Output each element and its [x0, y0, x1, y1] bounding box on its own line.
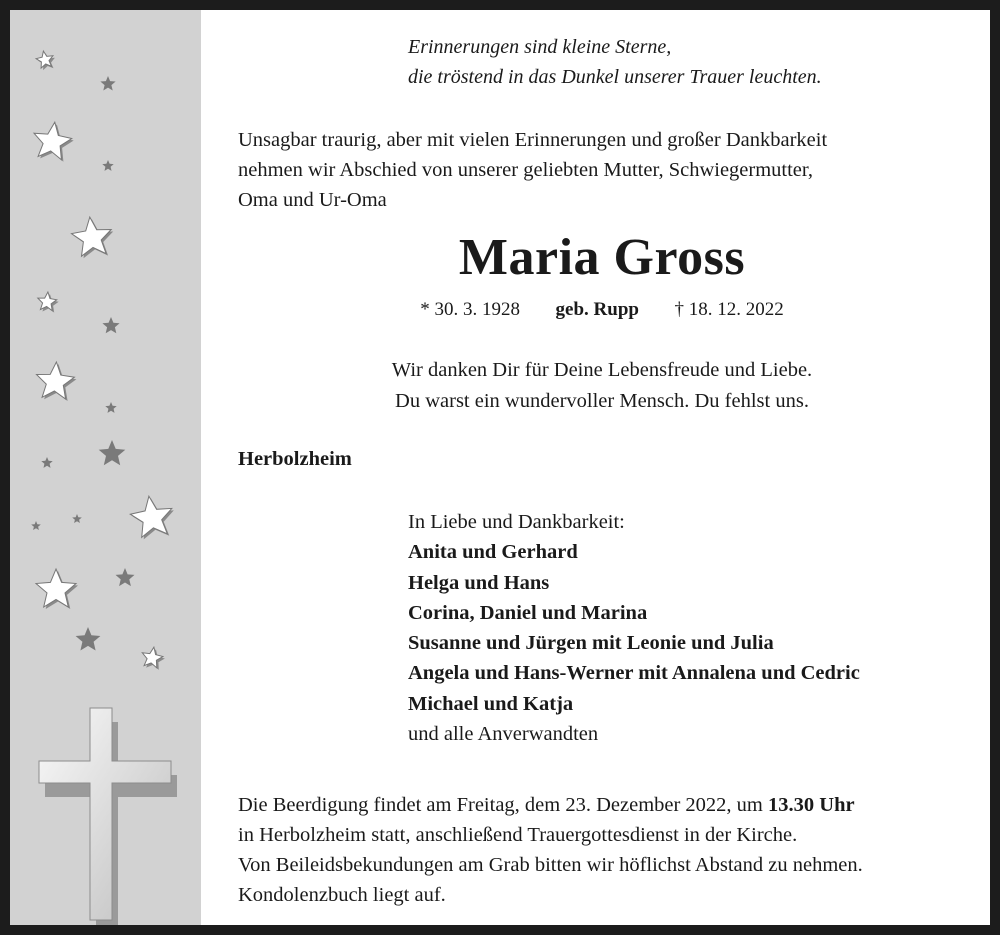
cross-icon	[39, 708, 177, 925]
birth-date: * 30. 3. 1928	[420, 299, 521, 320]
place-heading: Herbolzheim	[238, 448, 352, 470]
star-icon	[102, 160, 113, 171]
funeral-time: 13.30 Uhr	[768, 794, 855, 816]
star-icon	[36, 51, 53, 68]
decorative-sidebar	[10, 10, 201, 925]
funeral-line-2: in Herbolzheim statt, anschließend Trauergottesdienst in der Kirche.	[238, 824, 798, 846]
star-icon	[100, 76, 115, 91]
funeral-line-4: Kondolenzbuch liegt auf.	[238, 884, 446, 906]
thanks-line-2: Du warst ein wundervoller Mensch. Du fehlst uns.	[395, 390, 809, 412]
mourner-name: Michael und Katja	[408, 692, 574, 715]
star-icon	[116, 568, 135, 586]
mourners-block	[408, 507, 860, 749]
mourner-name: Susanne und Jürgen mit Leonie und Julia	[408, 632, 774, 655]
mourners-intro: In Liebe und Dankbarkeit:	[408, 511, 625, 533]
star-icon	[105, 402, 116, 413]
star-icon	[41, 457, 52, 468]
death-date: † 18. 12. 2022	[674, 299, 784, 320]
star-icon	[34, 122, 72, 160]
mourner-name: Corina, Daniel und Marina	[408, 601, 648, 624]
mourner-name: Helga und Hans	[408, 571, 550, 594]
stars-and-cross-illustration	[10, 10, 201, 925]
deceased-name: Maria Gross	[458, 229, 746, 286]
thanks-line-1: Wir danken Dir für Deine Lebensfreude und Liebe.	[391, 359, 813, 381]
funeral-date-text: Die Beerdigung findet am Freitag, dem 23. Dezember 2022, um	[238, 794, 763, 816]
intro-line-3: Oma und Ur-Oma	[238, 189, 387, 211]
star-icon	[102, 317, 119, 333]
intro-line-2: nehmen wir Abschied von unserer geliebten Mutter, Schwiegermutter,	[238, 159, 814, 181]
star-icon	[99, 440, 126, 465]
motto-line-2: die tröstend in das Dunkel unserer Trauer leuchten.	[408, 66, 822, 88]
mourner-name: Angela und Hans-Werner mit Annalena und Cedric	[408, 662, 860, 685]
mourner-name: Anita und Gerhard	[408, 541, 578, 564]
star-icon	[142, 647, 163, 668]
intro-line-1: Unsagbar traurig, aber mit vielen Erinnerungen und großer Dankbarkeit	[238, 129, 828, 151]
star-icon	[31, 521, 41, 530]
star-icon	[72, 514, 82, 523]
star-icon	[76, 627, 101, 651]
life-dates	[238, 299, 966, 321]
motto-line-1: Erinnerungen sind kleine Sterne,	[408, 36, 672, 58]
maiden-name: geb. Rupp	[555, 299, 639, 320]
funeral-line-1	[238, 790, 855, 820]
mourners-closing: und alle Anverwandten	[408, 723, 599, 746]
funeral-line-3: Von Beileidsbekundungen am Grab bitten wir höflichst Abstand zu nehmen.	[238, 854, 863, 876]
